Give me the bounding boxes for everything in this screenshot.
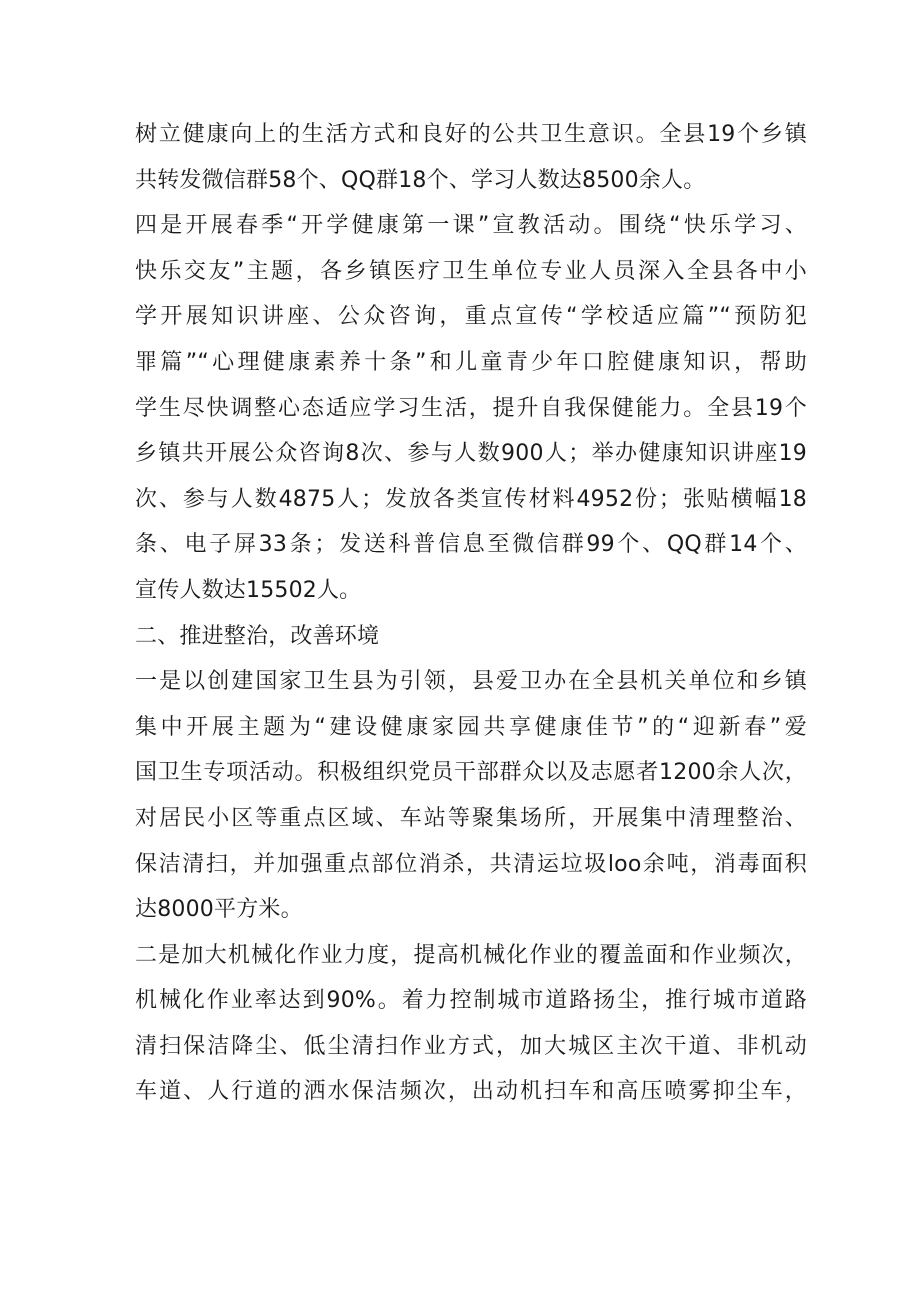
text-line: 车道、人行道的洒水保洁频次，出动机扫车和高压喷雾抑尘车， [135, 1079, 807, 1105]
text-line: 清扫保洁降尘、低尘清扫作业方式，加大城区主次干道、非机动 [135, 1033, 807, 1059]
text-line: 学生尽快调整心态适应学习生活，提升自我保健能力。全县19个 [135, 395, 807, 421]
text-line: 罪篇”“心理健康素养十条”和儿童青少年口腔健康知识，帮助 [135, 349, 807, 375]
text-line: 一是以创建国家卫生县为引领，县爱卫办在全县机关单位和乡镇 [135, 669, 807, 695]
text-line: 机械化作业率达到90%。着力控制城市道路扬尘，推行城市道路 [135, 988, 807, 1014]
text-line: 国卫生专项活动。积极组织党员干部群众以及志愿者1200余人次， [135, 760, 807, 786]
text-line: 次、参与人数4875人；发放各类宣传材料4952份；张贴横幅18 [135, 486, 807, 512]
text-line: 宣传人数达15502人。 [135, 577, 362, 603]
text-line: 学开展知识讲座、公众咨询，重点宣传“学校适应篇”“预防犯 [135, 304, 807, 330]
text-line: 条、电子屏33条；发送科普信息至微信群99个、QQ群14个、 [135, 532, 807, 558]
text-line: 乡镇共开展公众咨询8次、参与人数900人；举办健康知识讲座19 [135, 441, 807, 467]
text-line: 四是开展春季“开学健康第一课”宣教活动。围绕“快乐学习、 [135, 213, 807, 239]
body-text [135, 112, 807, 1115]
text-line: 达8000平方米。 [135, 897, 303, 923]
text-line: 对居民小区等重点区域、车站等聚集场所，开展集中清理整治、 [135, 805, 807, 831]
section-heading: 二、推进整治，改善环境 [135, 623, 380, 649]
text-line: 保洁清扫，并加强重点部位消杀，共清运垃圾loo余吨，消毒面积 [135, 851, 807, 877]
text-line: 快乐交友”主题，各乡镇医疗卫生单位专业人员深入全县各中小 [135, 258, 807, 284]
text-line: 集中开展主题为“建设健康家园共享健康佳节”的“迎新春”爱 [135, 714, 807, 740]
text-line: 共转发微信群58个、QQ群18个、学习人数达8500余人。 [135, 167, 706, 193]
text-line: 二是加大机械化作业力度，提高机械化作业的覆盖面和作业频次， [135, 942, 807, 968]
text-line: 树立健康向上的生活方式和良好的公共卫生意识。全县19个乡镇 [135, 122, 807, 147]
